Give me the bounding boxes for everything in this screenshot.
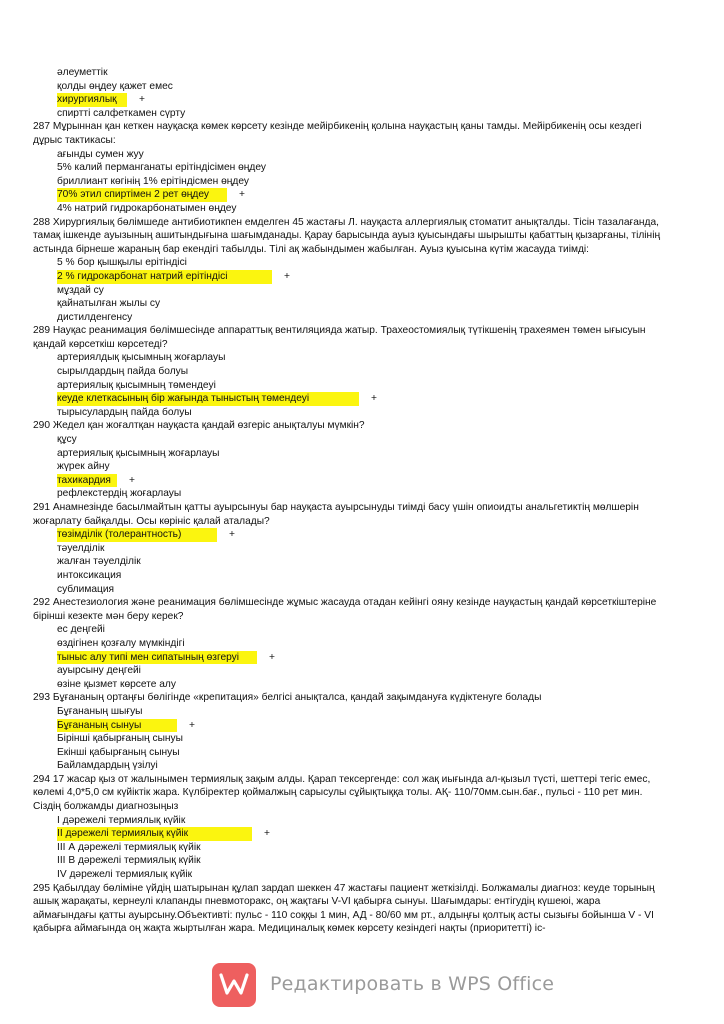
correct-mark: + (139, 94, 145, 106)
answer-option: өздігінен қозғалу мүмкіндігі (57, 637, 185, 649)
answer-option: сырылдардың пайда болуы (57, 366, 189, 378)
wps-edit-label[interactable]: Редактировать в WPS Office (270, 973, 555, 996)
answer-option: IV дәрежелі термиялық күйік (57, 869, 193, 881)
correct-mark: + (284, 270, 290, 282)
question-text: 290 Жедел қан жоғалтқан науқаста қандай өзгеріс анықталуы мүмкін? (33, 420, 365, 432)
answer-option: құсу (57, 434, 77, 446)
answer-option: Бірінші қабырғаның сынуы (57, 733, 183, 745)
answer-option-correct (33, 651, 663, 665)
question-text: 288 Хирургиялық бөлімшеде антибиотикпен емделген 45 жастағы Л. науқаста аллергиялық стоматит анықталды. Тісін тазалағанда, тамақ ішкенде ауызының ашитындығына шағымданады. Қарау барысында ауыз қуысындағы шырышты қабаттың қызарғаны, тілінің астында бірнеше жараның бар екендігі табылды. Тілі ақ жабындымен жабылған. Ауыз қуысына күтім жасауда тиімді: (33, 216, 661, 255)
highlighted-answer: тыныс алу типі мен сипатының өзгеруі (57, 651, 257, 665)
answer-option: Екінші қабырғаның сынуы (57, 746, 180, 758)
answer-option: сублимация (57, 583, 115, 595)
answer-option: 5% калий перманганаты ерітіндісімен өңдеу (57, 162, 266, 174)
correct-mark: + (229, 529, 235, 541)
answer-option-correct (33, 188, 663, 202)
answer-option: III В дәрежелі термиялық күйік (57, 855, 201, 867)
question-text: 293 Бұғананың ортаңғы бөлігінде «крепитация» белгісі анықталса, қандай зақымдануға күдіктенуге болады (33, 692, 542, 704)
answer-option: жүрек айну (57, 461, 110, 473)
correct-mark: + (239, 189, 245, 201)
highlighted-answer: тахикардия (57, 474, 117, 488)
wps-logo-icon (212, 963, 256, 1007)
question-text: 294 17 жасар қыз от жалынымен термиялық зақым алды. Қарап тексергенде: сол жақ иығында ал-қызыл түсті, шеттері тегіс емес, көлемі 4,0*5,0 см күйіктік жара. Күлбіректер қоймалжың сарысулы сұйықтыққа толы. АҚ- 110/70мм.сын.бағ., пульсі - 110 рет мин. Сіздің болжамды диагнозыңыз (33, 773, 651, 813)
answer-option: I дәрежелі термиялық күйік (57, 814, 186, 826)
answer-option: дистилденгенсу (57, 311, 133, 323)
wps-edit-banner[interactable] (212, 963, 554, 1007)
answer-option: мұздай су (57, 284, 104, 296)
answer-option: ес деңгейі (57, 624, 105, 636)
answer-option: бриллиант көгінің 1% ерітіндісмен өңдеу (57, 175, 250, 187)
answer-option: әлеуметтік (57, 67, 108, 78)
question-text: 287 Мұрыннан қан кеткен науқасқа көмек көрсету кезінде мейірбикенің қолына науқастың қаны тамды. Мейірбикенің осы кездегі дұрыс тактикасы: (33, 121, 642, 146)
question-text: 291 Анамнезінде басылмайтын қатты ауырсынуы бар науқаста ауырсынуды тиімді басу үшін опиоидты анальгетиктің мөлшерін жоғарлату байқалды. Осы көрініс қалай аталады? (33, 502, 639, 527)
answer-option-correct (33, 392, 663, 406)
answer-option: жалған тәуелділік (57, 556, 141, 568)
answer-option: тырысулардың пайда болуы (57, 406, 192, 418)
answer-option: Бұғананың шығуы (57, 705, 143, 717)
answer-option: 5 % бор қышқылы ерітіндісі (57, 257, 187, 269)
correct-mark: + (264, 828, 270, 840)
answer-option-correct (33, 719, 663, 733)
highlighted-answer: 2 % гидрокарбонат натрий ерітіндісі (57, 270, 272, 284)
answer-option: ағынды сумен жуу (57, 148, 144, 160)
answer-option: рефлекстердің жоғарлауы (57, 488, 182, 500)
correct-mark: + (129, 474, 135, 486)
answer-option: интоксикация (57, 569, 122, 581)
highlighted-answer: төзімділік (толерантность) (57, 528, 217, 542)
question-text: 292 Анестезиология және реанимация бөлімшесінде жұмыс жасауда отадан кейінгі ояну кезінде науқастың қандай көрсеткіштеріне бірінші кезекте мән беру керек? (33, 597, 657, 622)
answer-option: ауырсыну деңгейі (57, 665, 141, 677)
answer-option: тәуелділік (57, 542, 105, 554)
highlighted-answer: 70% этил спиртімен 2 рет өңдеу (57, 188, 227, 202)
answer-option: Байламдардың үзілуі (57, 760, 158, 772)
answer-option-correct (33, 270, 663, 284)
answer-option: спиртті салфеткамен сүрту (57, 107, 186, 119)
answer-option-correct (33, 474, 663, 488)
correct-mark: + (371, 393, 377, 405)
document-page (33, 66, 663, 936)
correct-mark: + (189, 719, 195, 731)
answer-option-correct (33, 528, 663, 542)
answer-option: артериялдық қысымның жоғарлауы (57, 352, 226, 364)
answer-option-correct (33, 827, 663, 841)
highlighted-answer: Бұғананың сынуы (57, 719, 177, 733)
highlighted-answer: II дәрежелі термиялық күйік (57, 827, 252, 841)
question-text: 295 Қабылдау бөліміне үйдің шатырынан құлап зардап шеккен 47 жастағы пациент жеткізілді. Болжамалы диагноз: кеуде торының ашық жарақаты, кернеулі клапанды пневмоторакс, оң жақтағы V-VI қабырға сынуы. Шағымдары: ентігудің күшеюі, жара аймағындағы қатты ауырсыну.Объективті: пульс - 110 соққы 1 мин, АД - 80/60 мм рт., алдыңғы қолтық асты сызығы бойынша V - VI қабырға аймағында оң жақта жыртылған жара. Медициналық көмек көрсету кезіндегі нақты (приоритетті) іс- (33, 882, 655, 935)
correct-mark: + (269, 651, 275, 663)
answer-option: III А дәрежелі термиялық күйік (57, 841, 201, 853)
answer-option-correct (33, 93, 663, 107)
highlighted-answer: хирургиялық (57, 93, 127, 107)
highlighted-answer: кеуде клеткасының бір жағында тыныстың төмендеуі (57, 392, 359, 406)
answer-option: артериялық қысымның төмендеуі (57, 379, 216, 391)
answer-option: қолды өңдеу қажет емес (57, 80, 173, 92)
question-text: 289 Науқас реанимация бөлімшесінде аппараттық вентиляцияда жатыр. Трахеостомиялық түтікшенің трахеямен төмен ығысуын қандай көрсеткіш көрсетеді? (33, 325, 646, 350)
answer-option: өзіне қызмет көрсете алу (57, 678, 176, 690)
answer-option: артериялық қысымның жоғарлауы (57, 447, 220, 459)
answer-option: 4% натрий гидрокарбонатымен өңдеу (57, 202, 237, 214)
answer-option: қайнатылған жылы су (57, 298, 161, 310)
